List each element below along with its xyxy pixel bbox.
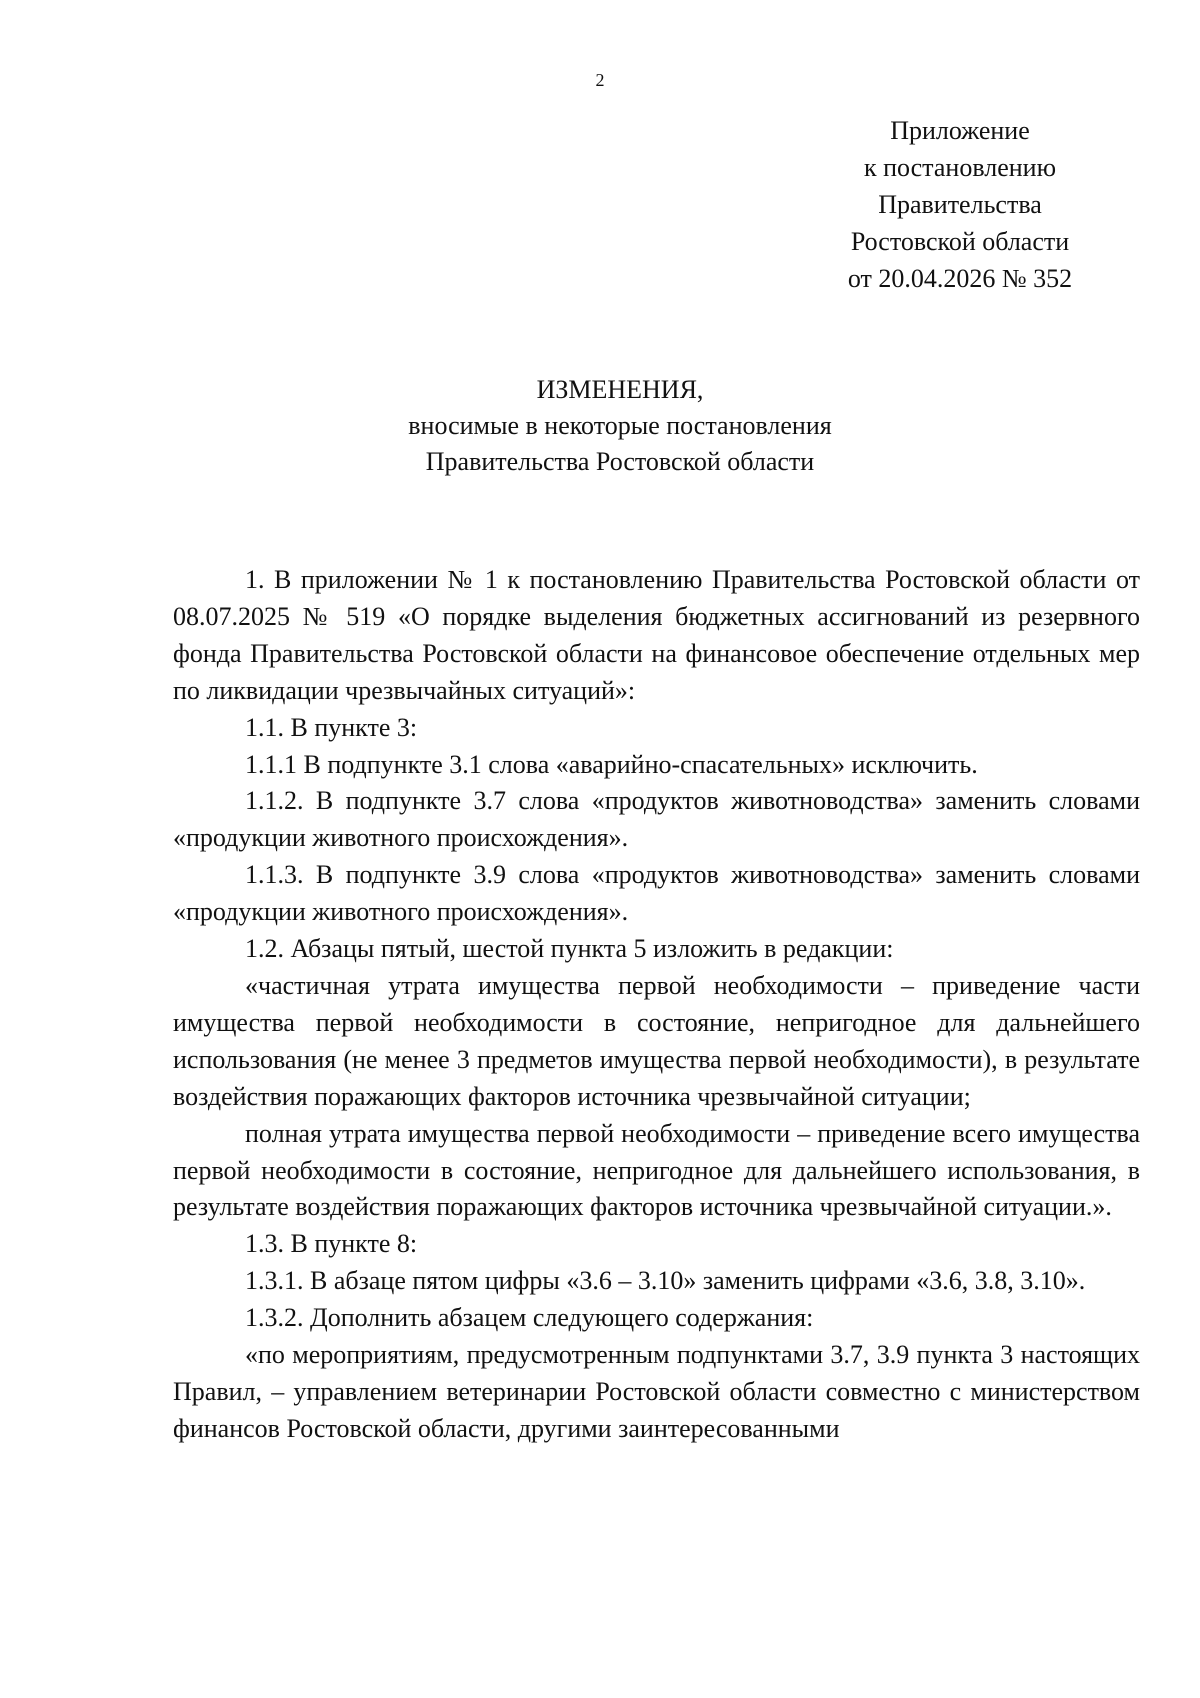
page-number: 2 (595, 70, 605, 90)
heading-subtitle-line: вносимые в некоторые постановления (408, 411, 832, 440)
paragraph: 1.1. В пункте 3: (245, 712, 418, 742)
paragraph: 1.1.3. В подпункте 3.9 слова «продуктов животноводства» заменить словами «продукции животного происхождения». (173, 860, 1140, 927)
paragraph: 1. В приложении № 1 к постановлению Правительства Ростовской области от 08.07.2025 № 519 «О порядке выделения бюджетных ассигнований из резервного фонда Правительства Ростовской области на финансовое обеспечение отдельных мер по ликвидации чрезвычайных ситуаций»: (173, 565, 1140, 705)
appendix-line: от 20.04.2026 № 352 (847, 264, 1073, 293)
paragraph: полная утрата имущества первой необходимости – приведение всего имущества первой необходимости в состояние, непригодное для дальнейшего использования, в результате воздействия поражающих факторов источника чрезвычайной ситуации.». (173, 1118, 1140, 1222)
appendix-line: Правительства (878, 190, 1042, 219)
paragraph: 1.1.2. В подпункте 3.7 слова «продуктов животноводства» заменить словами «продукции животного происхождения». (173, 786, 1140, 853)
document-body (173, 562, 1140, 1448)
paragraph: «частичная утрата имущества первой необходимости – приведение части имущества первой необходимости в состояние, непригодное для дальнейшего использования (не менее 3 предметов имущества первой необходимости), в результате воздействия поражающих факторов источника чрезвычайной ситуации; (173, 970, 1140, 1111)
paragraph: «по мероприятиям, предусмотренным подпунктами 3.7, 3.9 пункта 3 настоящих Правил, – управлением ветеринарии Ростовской области совместно с министерством финансов Ростовской области, другими заинтересованными (173, 1340, 1140, 1443)
paragraph: 1.3.1. В абзаце пятом цифры «3.6 – 3.10» заменить цифрами «3.6, 3.8, 3.10». (245, 1266, 1086, 1296)
heading-title: ИЗМЕНЕНИЯ, (536, 375, 704, 404)
appendix-line: Ростовской области (850, 227, 1070, 256)
paragraph: 1.2. Абзацы пятый, шестой пункта 5 изложить в редакции: (245, 934, 894, 964)
heading-subtitle-line: Правительства Ростовской области (425, 447, 815, 476)
document-heading (360, 372, 880, 480)
paragraph: 1.3. В пункте 8: (245, 1229, 418, 1259)
appendix-line: Приложение (890, 116, 1030, 145)
appendix-block (820, 112, 1100, 297)
paragraph: 1.1.1 В подпункте 3.1 слова «аварийно-спасательных» исключить. (245, 749, 978, 779)
paragraph: 1.3.2. Дополнить абзацем следующего содержания: (245, 1303, 814, 1333)
appendix-line: к постановлению (863, 153, 1057, 182)
